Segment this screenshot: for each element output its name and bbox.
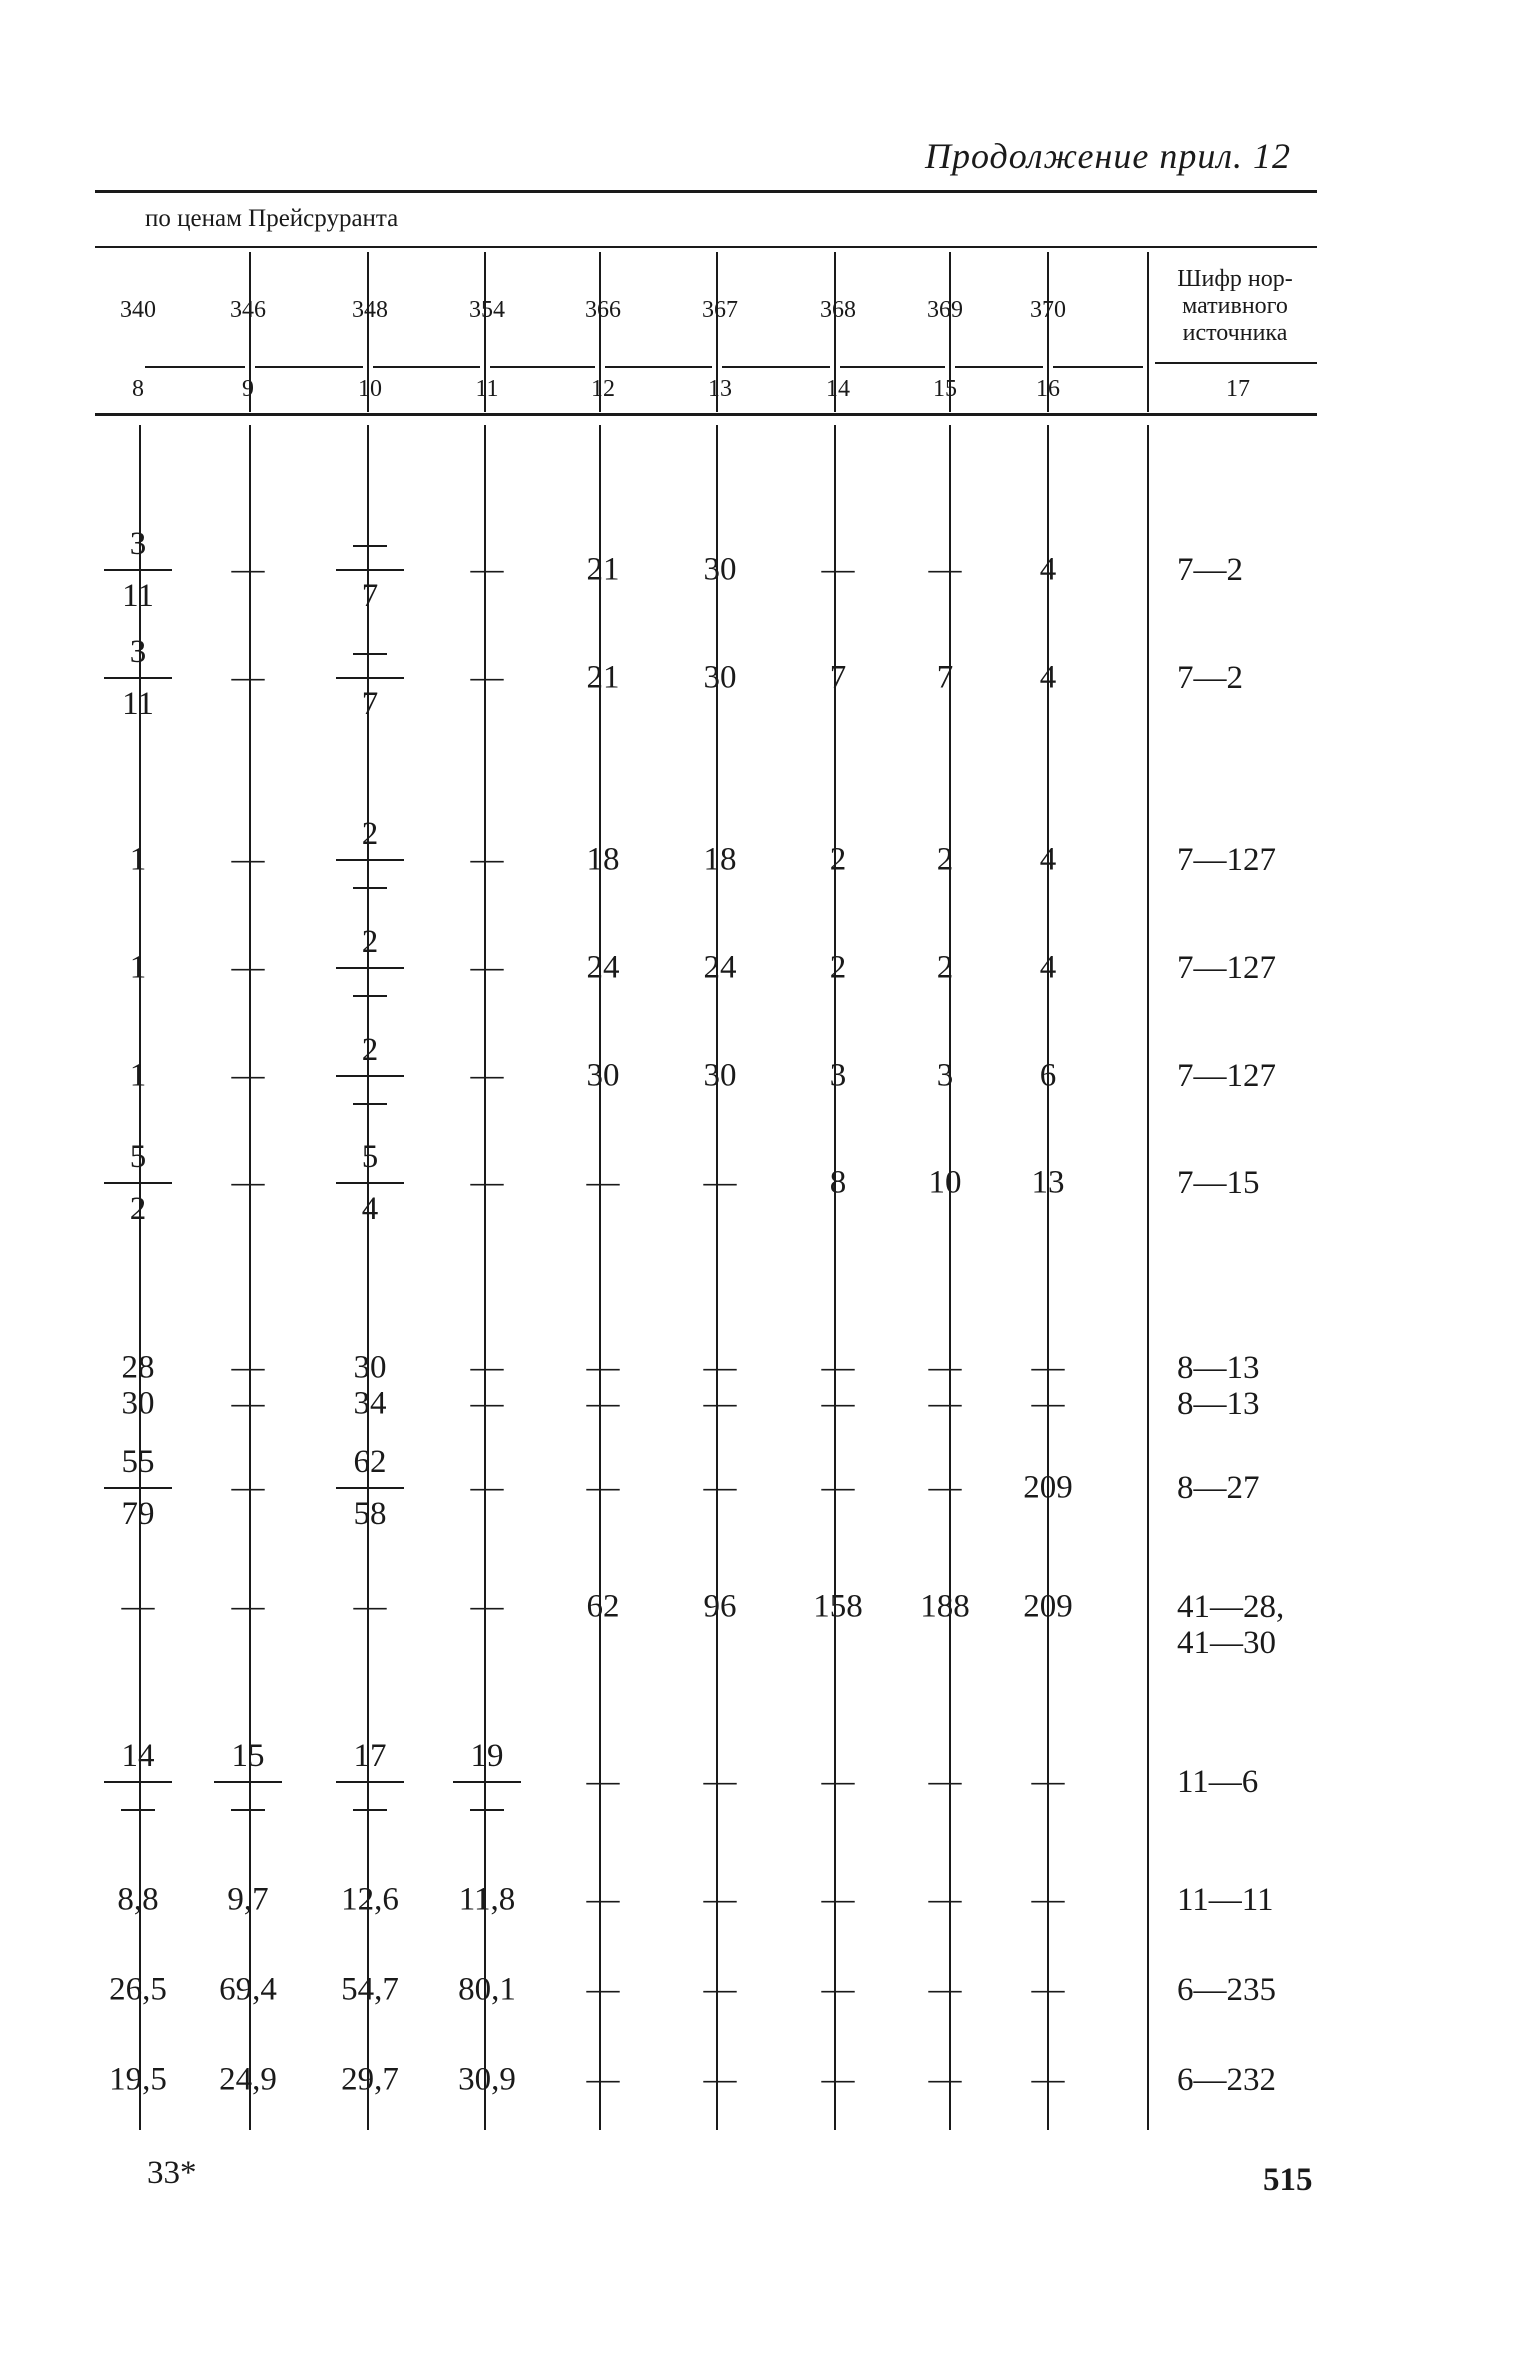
column-code: 354 [469,296,505,323]
fraction-denominator [353,1083,387,1121]
table-cell: 2 [936,949,954,986]
table-cell: 7 [936,659,954,696]
table-cell: — [586,2061,620,2098]
table-cell: — [928,1881,962,1918]
fraction-cell [104,1737,172,1827]
column-number: 9 [242,375,254,402]
page-number: 515 [1263,2162,1313,2198]
fraction-numerator: 19 [470,1738,504,1774]
table-cell: 30 [353,1349,387,1386]
footer-signature-mark: 33* [147,2155,197,2191]
table-cell: 6 [1039,1057,1057,1094]
header-code-underline [955,366,1043,368]
table-cell: — [121,1588,155,1625]
column-number: 12 [591,375,615,402]
table-cell: — [586,1971,620,2008]
table-cell: — [1031,1881,1065,1918]
table-cell: 21 [586,659,620,696]
table-cell: 24,9 [219,2061,277,2098]
column-number: 10 [358,375,382,402]
source-code-cell: 7—2 [1177,660,1243,696]
table-cell: — [1031,1385,1065,1422]
table-cell: — [231,841,265,878]
body-column-separator [1147,425,1149,2130]
column-code: 348 [352,296,388,323]
table-cell: — [470,1385,504,1422]
table-cell: 4 [1039,659,1057,696]
table-cell: — [821,1881,855,1918]
fraction-denominator [353,975,387,1013]
fraction-cell [336,1443,404,1533]
table-cell: 69,4 [219,1971,277,2008]
column-code: 346 [230,296,266,323]
source-code-cell: 11—11 [1177,1882,1274,1918]
fraction-numerator: 15 [231,1738,265,1774]
table-cell: 1 [129,841,147,878]
table-cell: 188 [920,1588,970,1625]
table-cell: 13 [1031,1164,1065,1201]
table-cell: 4 [1039,949,1057,986]
fraction-denominator: 7 [361,686,379,722]
table-cell: 2 [936,841,954,878]
table-cell: — [470,1349,504,1386]
fraction-bar [336,1075,404,1077]
table-cell: — [470,1164,504,1201]
fraction-bar [336,1182,404,1184]
fraction-numerator: 17 [353,1738,387,1774]
table-cell: — [1031,1971,1065,2008]
table-cell: — [231,1164,265,1201]
column-code: 340 [120,296,156,323]
table-cell: — [231,1469,265,1506]
table-cell: — [231,1349,265,1386]
dash-mark [470,1809,504,1811]
fraction-bar [104,569,172,571]
source-code-cell: 7—127 [1177,842,1276,878]
source-code-cell: 7—2 [1177,552,1243,588]
table-cell: 54,7 [341,1971,399,2008]
table-cell: 24 [586,949,620,986]
table-cell: — [703,1349,737,1386]
table-cell: — [586,1469,620,1506]
table-cell: 96 [703,1588,737,1625]
column-number: 16 [1036,375,1060,402]
fraction-numerator: 62 [353,1444,387,1480]
header-code-underline [255,366,363,368]
table-cell: 21 [586,551,620,588]
header-code-underline [840,366,945,368]
table-cell: 10 [928,1164,962,1201]
table-cell: 24 [703,949,737,986]
source-code-cell: 8—27 [1177,1470,1260,1506]
fraction-cell [336,1031,404,1121]
table-cell: 1 [129,949,147,986]
table-cell: 62 [586,1588,620,1625]
table-cell: 3 [829,1057,847,1094]
header-bottom-rule [95,413,1317,416]
column-number: 13 [708,375,732,402]
header-code-underline [145,366,245,368]
table-cell: — [928,1763,962,1800]
fraction-bar [336,859,404,861]
fraction-denominator [470,1789,504,1827]
table-cell: — [470,949,504,986]
fraction-bar [104,1487,172,1489]
table-cell: — [470,1588,504,1625]
table-cell: 158 [813,1588,863,1625]
fraction-denominator [121,1789,155,1827]
table-cell: 9,7 [227,1881,269,1918]
fraction-denominator [353,1789,387,1827]
table-cell: — [821,1385,855,1422]
top-rule [95,190,1317,193]
fraction-numerator [353,633,387,671]
column-code: 369 [927,296,963,323]
table-cell: — [470,1057,504,1094]
table-cell: 11,8 [458,1881,516,1918]
header-code-underline [605,366,712,368]
table-cell: 80,1 [458,1971,516,2008]
fraction-cell [336,1737,404,1827]
fraction-cell [104,525,172,615]
source-column-header: Шифр нор- мативного источника [1177,266,1293,346]
fraction-numerator: 2 [361,1032,379,1068]
header-code-underline [490,366,595,368]
table-cell: — [703,1881,737,1918]
fraction-cell [214,1737,282,1827]
source-code-cell: 8—13 [1177,1350,1260,1386]
fraction-denominator: 7 [361,578,379,614]
table-cell: — [703,1763,737,1800]
column-code: 368 [820,296,856,323]
fraction-bar [336,967,404,969]
column-code: 367 [702,296,738,323]
table-cell: — [821,1349,855,1386]
table-cell: 28 [121,1349,155,1386]
table-cell: — [1031,1349,1065,1386]
source-code-cell: 8—13 [1177,1386,1260,1422]
source-code-cell: 7—127 [1177,1058,1276,1094]
fraction-bar [104,1781,172,1783]
source-code-cell: 41—28, 41—30 [1177,1589,1285,1661]
table-cell: — [928,1349,962,1386]
source-code-cell: 7—15 [1177,1165,1260,1201]
table-cell: 7 [829,659,847,696]
table-cell: — [821,1971,855,2008]
table-cell: — [1031,1763,1065,1800]
column-number: 8 [132,375,144,402]
table-cell: 30 [703,659,737,696]
table-cell: — [703,1164,737,1201]
table-cell: — [231,1588,265,1625]
fraction-cell [104,1443,172,1533]
table-cell: — [928,1469,962,1506]
table-cell: 30 [703,1057,737,1094]
table-cell: 209 [1023,1469,1073,1506]
fraction-cell [336,815,404,905]
table-cell: 3 [936,1057,954,1094]
fraction-cell [104,1138,172,1228]
header-code-underline [722,366,830,368]
table-cell: 12,6 [341,1881,399,1918]
table-cell: — [586,1385,620,1422]
fraction-numerator: 5 [361,1139,379,1175]
column-number: 15 [933,375,957,402]
dash-mark [121,1809,155,1811]
table-cell: — [231,659,265,696]
dash-mark [353,887,387,889]
table-cell: — [586,1763,620,1800]
table-cell: 2 [829,841,847,878]
table-cell: — [1031,2061,1065,2098]
header-source-underline [1155,362,1317,364]
column-code: 366 [585,296,621,323]
table-cell: — [821,1469,855,1506]
table-cell: — [470,659,504,696]
table-cell: 30 [586,1057,620,1094]
fraction-denominator: 4 [361,1191,379,1227]
fraction-bar [214,1781,282,1783]
fraction-denominator: 11 [122,686,154,722]
table-cell: 209 [1023,1588,1073,1625]
table-cell: 2 [829,949,847,986]
fraction-cell [336,1138,404,1228]
fraction-numerator: 55 [121,1444,155,1480]
fraction-denominator: 79 [121,1496,155,1532]
fraction-bar [104,677,172,679]
table-cell: — [231,949,265,986]
table-cell: 34 [353,1385,387,1422]
fraction-bar [336,677,404,679]
table-cell: — [928,1971,962,2008]
fraction-denominator: 2 [129,1191,147,1227]
table-cell: — [928,2061,962,2098]
fraction-numerator: 14 [121,1738,155,1774]
table-cell: — [231,1385,265,1422]
table-cell: 18 [703,841,737,878]
column-number: 11 [475,375,499,402]
table-cell: — [703,1385,737,1422]
table-cell: 30 [703,551,737,588]
table-cell: 30 [121,1385,155,1422]
table-cell: 8 [829,1164,847,1201]
table-cell: 29,7 [341,2061,399,2098]
header-code-underline [373,366,480,368]
fraction-cell [336,633,404,723]
header-top-rule [95,246,1317,248]
source-code-cell: 6—232 [1177,2062,1276,2098]
dash-mark [231,1809,265,1811]
table-cell: 18 [586,841,620,878]
fraction-denominator: 11 [122,578,154,614]
table-caption: по ценам Прейсруранта [145,205,399,232]
table-cell: — [703,2061,737,2098]
table-cell: — [353,1588,387,1625]
table-cell: 4 [1039,551,1057,588]
table-cell: 1 [129,1057,147,1094]
table-cell: 19,5 [109,2061,167,2098]
fraction-denominator [231,1789,265,1827]
fraction-cell [453,1737,521,1827]
dash-mark [353,1809,387,1811]
table-cell: 26,5 [109,1971,167,2008]
page-header-title: Продолжение прил. 12 [925,136,1292,176]
table-cell: 8,8 [117,1881,159,1918]
table-cell: — [928,551,962,588]
fraction-denominator [353,867,387,905]
fraction-bar [336,1781,404,1783]
table-cell: — [586,1881,620,1918]
dash-mark [353,995,387,997]
fraction-numerator: 3 [129,526,147,562]
table-cell: — [470,1469,504,1506]
fraction-cell [336,525,404,615]
fraction-bar [104,1182,172,1184]
table-cell: — [586,1164,620,1201]
table-cell: 4 [1039,841,1057,878]
dash-mark [353,545,387,547]
table-cell: — [821,1763,855,1800]
column-code: 370 [1030,296,1066,323]
fraction-numerator [353,525,387,563]
table-cell: — [470,841,504,878]
dash-mark [353,1103,387,1105]
fraction-bar [453,1781,521,1783]
fraction-numerator: 2 [361,924,379,960]
fraction-bar [336,569,404,571]
header-column-separator [1147,252,1149,412]
table-cell: — [703,1971,737,2008]
table-cell: — [470,551,504,588]
fraction-bar [336,1487,404,1489]
table-cell: — [586,1349,620,1386]
header-code-underline [1053,366,1143,368]
dash-mark [353,653,387,655]
column-number: 14 [826,375,850,402]
table-cell: — [703,1469,737,1506]
source-code-cell: 7—127 [1177,950,1276,986]
table-cell: — [231,1057,265,1094]
fraction-cell [104,633,172,723]
fraction-cell [336,923,404,1013]
fraction-numerator: 5 [129,1139,147,1175]
table-cell: 30,9 [458,2061,516,2098]
fraction-numerator: 3 [129,634,147,670]
column-number: 17 [1226,375,1250,402]
table-cell: — [928,1385,962,1422]
table-cell: — [821,2061,855,2098]
table-cell: — [821,551,855,588]
fraction-denominator: 58 [353,1496,387,1532]
fraction-numerator: 2 [361,816,379,852]
table-cell: — [231,551,265,588]
source-code-cell: 11—6 [1177,1764,1259,1800]
source-code-cell: 6—235 [1177,1972,1276,2008]
